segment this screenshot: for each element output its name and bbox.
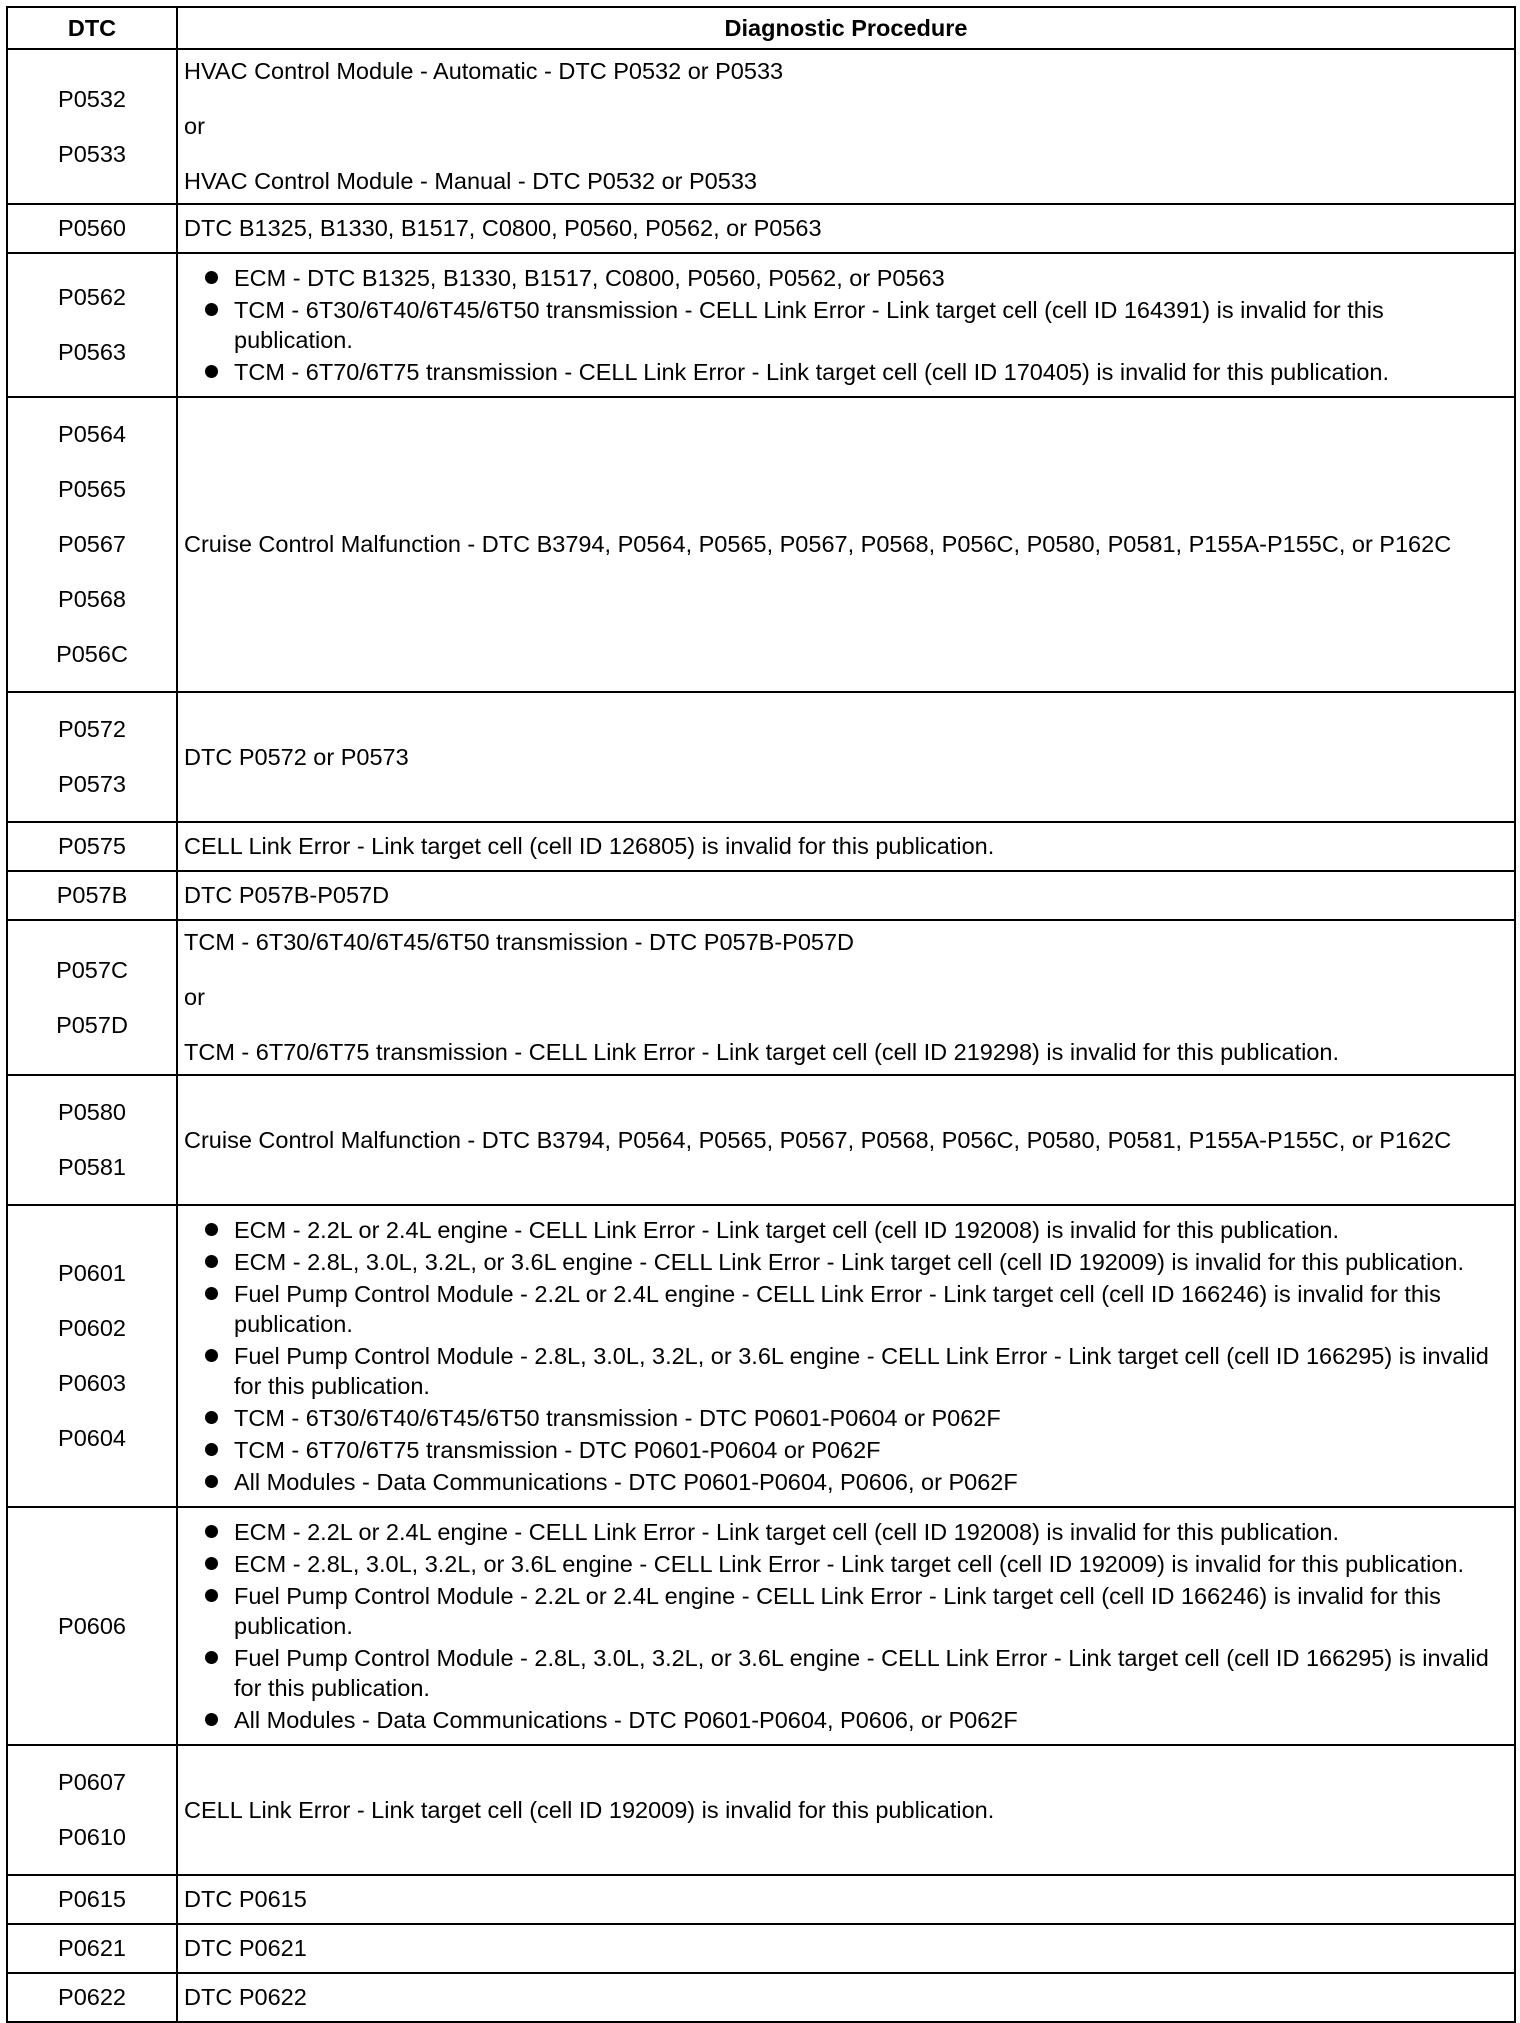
dtc-code: P0532 bbox=[58, 85, 126, 112]
table-row bbox=[7, 1075, 1515, 1205]
paragraph-gap bbox=[184, 1012, 1508, 1038]
dtc-code: P0603 bbox=[58, 1370, 126, 1396]
procedure-cell bbox=[177, 871, 1515, 920]
bullet-text: ECM - 2.8L, 3.0L, 3.2L, or 3.6L engine - CELL Link Error - Link target cell (cell ID 192009) is invalid for this publication. bbox=[234, 1551, 1465, 1577]
dtc-code: P0563 bbox=[58, 339, 126, 365]
bullet-text: TCM - 6T30/6T40/6T45/6T50 transmission - DTC P0601-P0604 or P062F bbox=[234, 1405, 1001, 1431]
procedure-bullet-list bbox=[184, 1215, 1508, 1497]
paragraph-gap bbox=[184, 86, 1508, 112]
dtc-code: P0560 bbox=[58, 215, 126, 241]
dtc-code: P056C bbox=[56, 641, 128, 667]
procedure-cell bbox=[177, 822, 1515, 871]
list-item bbox=[184, 1279, 1508, 1339]
procedure-bullet-list bbox=[184, 1517, 1508, 1735]
procedure-cell bbox=[177, 49, 1515, 204]
bullet-icon bbox=[205, 1411, 218, 1424]
list-item bbox=[184, 357, 1508, 387]
dtc-code-cell bbox=[7, 871, 177, 920]
table-row bbox=[7, 49, 1515, 204]
table-row bbox=[7, 204, 1515, 253]
bullet-icon bbox=[205, 1223, 218, 1236]
procedure-bullet-list bbox=[184, 263, 1508, 387]
procedure-text: DTC P057B-P057D bbox=[184, 882, 390, 908]
table-row bbox=[7, 822, 1515, 871]
list-item bbox=[184, 1643, 1508, 1703]
bullet-icon bbox=[205, 1557, 218, 1570]
bullet-icon bbox=[205, 1475, 218, 1488]
dtc-code: P057B bbox=[56, 882, 128, 908]
bullet-icon bbox=[205, 271, 218, 284]
bullet-text: ECM - 2.2L or 2.4L engine - CELL Link Error - Link target cell (cell ID 192008) is invalid for this publication. bbox=[234, 1217, 1340, 1243]
dtc-code-cell bbox=[7, 204, 177, 253]
procedure-cell bbox=[177, 1973, 1515, 2022]
bullet-icon bbox=[205, 1525, 218, 1538]
procedure-cell bbox=[177, 204, 1515, 253]
procedure-text: Cruise Control Malfunction - DTC B3794, P0564, P0565, P0567, P0568, P056C, P0580, P0581, P155A-P155C, or P162C bbox=[184, 531, 1452, 557]
list-item bbox=[184, 1341, 1508, 1401]
dtc-code-cell bbox=[7, 1745, 177, 1875]
procedure-cell bbox=[177, 1075, 1515, 1205]
list-item bbox=[184, 295, 1508, 355]
bullet-icon bbox=[205, 365, 218, 378]
bullet-text: All Modules - Data Communications - DTC P0601-P0604, P0606, or P062F bbox=[234, 1469, 1018, 1495]
bullet-text: TCM - 6T30/6T40/6T45/6T50 transmission - CELL Link Error - Link target cell (cell ID 164391) is invalid for this publication. bbox=[234, 297, 1384, 353]
dtc-code: P0607 bbox=[58, 1769, 126, 1795]
list-item bbox=[184, 1581, 1508, 1641]
list-item bbox=[184, 1549, 1508, 1579]
bullet-icon bbox=[205, 1443, 218, 1456]
procedure-text: CELL Link Error - Link target cell (cell ID 126805) is invalid for this publication. bbox=[184, 833, 995, 859]
dtc-code: P0580 bbox=[58, 1099, 126, 1125]
list-item bbox=[184, 1705, 1508, 1735]
procedure-cell bbox=[177, 397, 1515, 692]
bullet-icon bbox=[205, 1651, 218, 1664]
dtc-code: P0564 bbox=[58, 421, 126, 447]
dtc-code-cell bbox=[7, 822, 177, 871]
dtc-code-cell bbox=[7, 692, 177, 822]
bullet-icon bbox=[205, 303, 218, 316]
table-row bbox=[7, 1924, 1515, 1973]
table-row bbox=[7, 871, 1515, 920]
dtc-code-cell bbox=[7, 1507, 177, 1745]
procedure-line: or bbox=[184, 984, 205, 1010]
procedure-line: HVAC Control Module - Automatic - DTC P0532 or P0533 bbox=[184, 58, 784, 84]
procedure-text: DTC B1325, B1330, B1517, C0800, P0560, P0562, or P0563 bbox=[184, 215, 822, 241]
table-row bbox=[7, 692, 1515, 822]
dtc-code: P0573 bbox=[58, 771, 126, 797]
table-row bbox=[7, 1507, 1515, 1745]
dtc-code-cell bbox=[7, 253, 177, 397]
dtc-code: P0622 bbox=[58, 1984, 126, 2010]
table-row bbox=[7, 920, 1515, 1075]
dtc-code: P0606 bbox=[58, 1612, 126, 1639]
table-row bbox=[7, 1745, 1515, 1875]
bullet-text: Fuel Pump Control Module - 2.2L or 2.4L engine - CELL Link Error - Link target cell (cell ID 166246) is invalid for this publication. bbox=[234, 1281, 1441, 1337]
dtc-code-cell bbox=[7, 397, 177, 692]
procedure-cell bbox=[177, 1507, 1515, 1745]
table-body bbox=[7, 49, 1515, 2022]
table-row bbox=[7, 1973, 1515, 2022]
dtc-code: P0604 bbox=[58, 1425, 126, 1451]
procedure-text: DTC P0621 bbox=[184, 1935, 307, 1961]
dtc-code: P0601 bbox=[58, 1260, 126, 1286]
bullet-icon bbox=[205, 1713, 218, 1726]
procedure-cell bbox=[177, 920, 1515, 1075]
procedure-cell bbox=[177, 1924, 1515, 1973]
paragraph-gap bbox=[184, 957, 1508, 983]
dtc-code: P0602 bbox=[58, 1315, 126, 1341]
procedure-text: DTC P0622 bbox=[184, 1984, 307, 2010]
dtc-table bbox=[6, 6, 1516, 2023]
bullet-text: TCM - 6T70/6T75 transmission - DTC P0601-P0604 or P062F bbox=[234, 1437, 881, 1463]
table-row bbox=[7, 1205, 1515, 1507]
procedure-cell bbox=[177, 692, 1515, 822]
list-item bbox=[184, 1517, 1508, 1547]
dtc-code-cell bbox=[7, 1973, 177, 2022]
table-row bbox=[7, 253, 1515, 397]
dtc-code: P0533 bbox=[58, 140, 126, 167]
bullet-text: Fuel Pump Control Module - 2.2L or 2.4L engine - CELL Link Error - Link target cell (cell ID 166246) is invalid for this publication. bbox=[234, 1583, 1441, 1639]
list-item bbox=[184, 1247, 1508, 1277]
bullet-text: ECM - 2.2L or 2.4L engine - CELL Link Error - Link target cell (cell ID 192008) is invalid for this publication. bbox=[234, 1519, 1340, 1545]
procedure-line: TCM - 6T30/6T40/6T45/6T50 transmission - DTC P057B-P057D bbox=[184, 929, 855, 955]
bullet-text: Fuel Pump Control Module - 2.8L, 3.0L, 3.2L, or 3.6L engine - CELL Link Error - Link target cell (cell ID 166295) is invalid for this publication. bbox=[234, 1343, 1489, 1399]
procedure-cell bbox=[177, 1745, 1515, 1875]
dtc-column-header: DTC bbox=[7, 7, 177, 49]
list-item bbox=[184, 263, 1508, 293]
list-item bbox=[184, 1467, 1508, 1497]
procedure-line: HVAC Control Module - Manual - DTC P0532 or P0533 bbox=[184, 168, 757, 194]
header-row bbox=[7, 7, 1515, 49]
procedure-cell bbox=[177, 1205, 1515, 1507]
list-item bbox=[184, 1403, 1508, 1433]
dtc-code: P0567 bbox=[58, 531, 126, 557]
bullet-icon bbox=[205, 1255, 218, 1268]
procedure-line: or bbox=[184, 113, 205, 139]
bullet-icon bbox=[205, 1589, 218, 1602]
procedure-text: Cruise Control Malfunction - DTC B3794, P0564, P0565, P0567, P0568, P056C, P0580, P0581, P155A-P155C, or P162C bbox=[184, 1126, 1452, 1153]
procedure-line: TCM - 6T70/6T75 transmission - CELL Link Error - Link target cell (cell ID 219298) is invalid for this publication. bbox=[184, 1039, 1339, 1065]
table-row bbox=[7, 397, 1515, 692]
dtc-code-cell bbox=[7, 1924, 177, 1973]
dtc-code: P0565 bbox=[58, 476, 126, 502]
dtc-code: P057C bbox=[56, 956, 128, 983]
dtc-code: P0581 bbox=[58, 1154, 126, 1180]
dtc-code: P0621 bbox=[58, 1935, 126, 1961]
bullet-text: ECM - 2.8L, 3.0L, 3.2L, or 3.6L engine - CELL Link Error - Link target cell (cell ID 192009) is invalid for this publication. bbox=[234, 1249, 1465, 1275]
paragraph-gap bbox=[184, 141, 1508, 167]
procedure-cell bbox=[177, 253, 1515, 397]
bullet-text: Fuel Pump Control Module - 2.8L, 3.0L, 3.2L, or 3.6L engine - CELL Link Error - Link target cell (cell ID 166295) is invalid for this publication. bbox=[234, 1645, 1489, 1701]
bullet-text: TCM - 6T70/6T75 transmission - CELL Link Error - Link target cell (cell ID 170405) is invalid for this publication. bbox=[234, 359, 1389, 385]
procedure-column-header: Diagnostic Procedure bbox=[177, 7, 1515, 49]
bullet-icon bbox=[205, 1349, 218, 1362]
dtc-code-cell bbox=[7, 1205, 177, 1507]
bullet-text: All Modules - Data Communications - DTC P0601-P0604, P0606, or P062F bbox=[234, 1707, 1018, 1733]
list-item bbox=[184, 1215, 1508, 1245]
procedure-text: CELL Link Error - Link target cell (cell ID 192009) is invalid for this publication. bbox=[184, 1796, 995, 1823]
dtc-code-cell bbox=[7, 49, 177, 204]
procedure-text: DTC P0615 bbox=[184, 1886, 307, 1912]
bullet-text: ECM - DTC B1325, B1330, B1517, C0800, P0560, P0562, or P0563 bbox=[234, 265, 945, 291]
list-item bbox=[184, 1435, 1508, 1465]
dtc-code: P057D bbox=[56, 1011, 128, 1038]
dtc-code: P0568 bbox=[58, 586, 126, 612]
procedure-text: DTC P0572 or P0573 bbox=[184, 743, 409, 770]
dtc-code-cell bbox=[7, 920, 177, 1075]
dtc-code: P0610 bbox=[58, 1824, 126, 1850]
dtc-code: P0615 bbox=[58, 1886, 126, 1912]
dtc-code: P0562 bbox=[58, 284, 126, 310]
bullet-icon bbox=[205, 1287, 218, 1300]
dtc-code: P0572 bbox=[58, 716, 126, 742]
dtc-code-cell bbox=[7, 1075, 177, 1205]
dtc-code: P0575 bbox=[58, 833, 126, 859]
